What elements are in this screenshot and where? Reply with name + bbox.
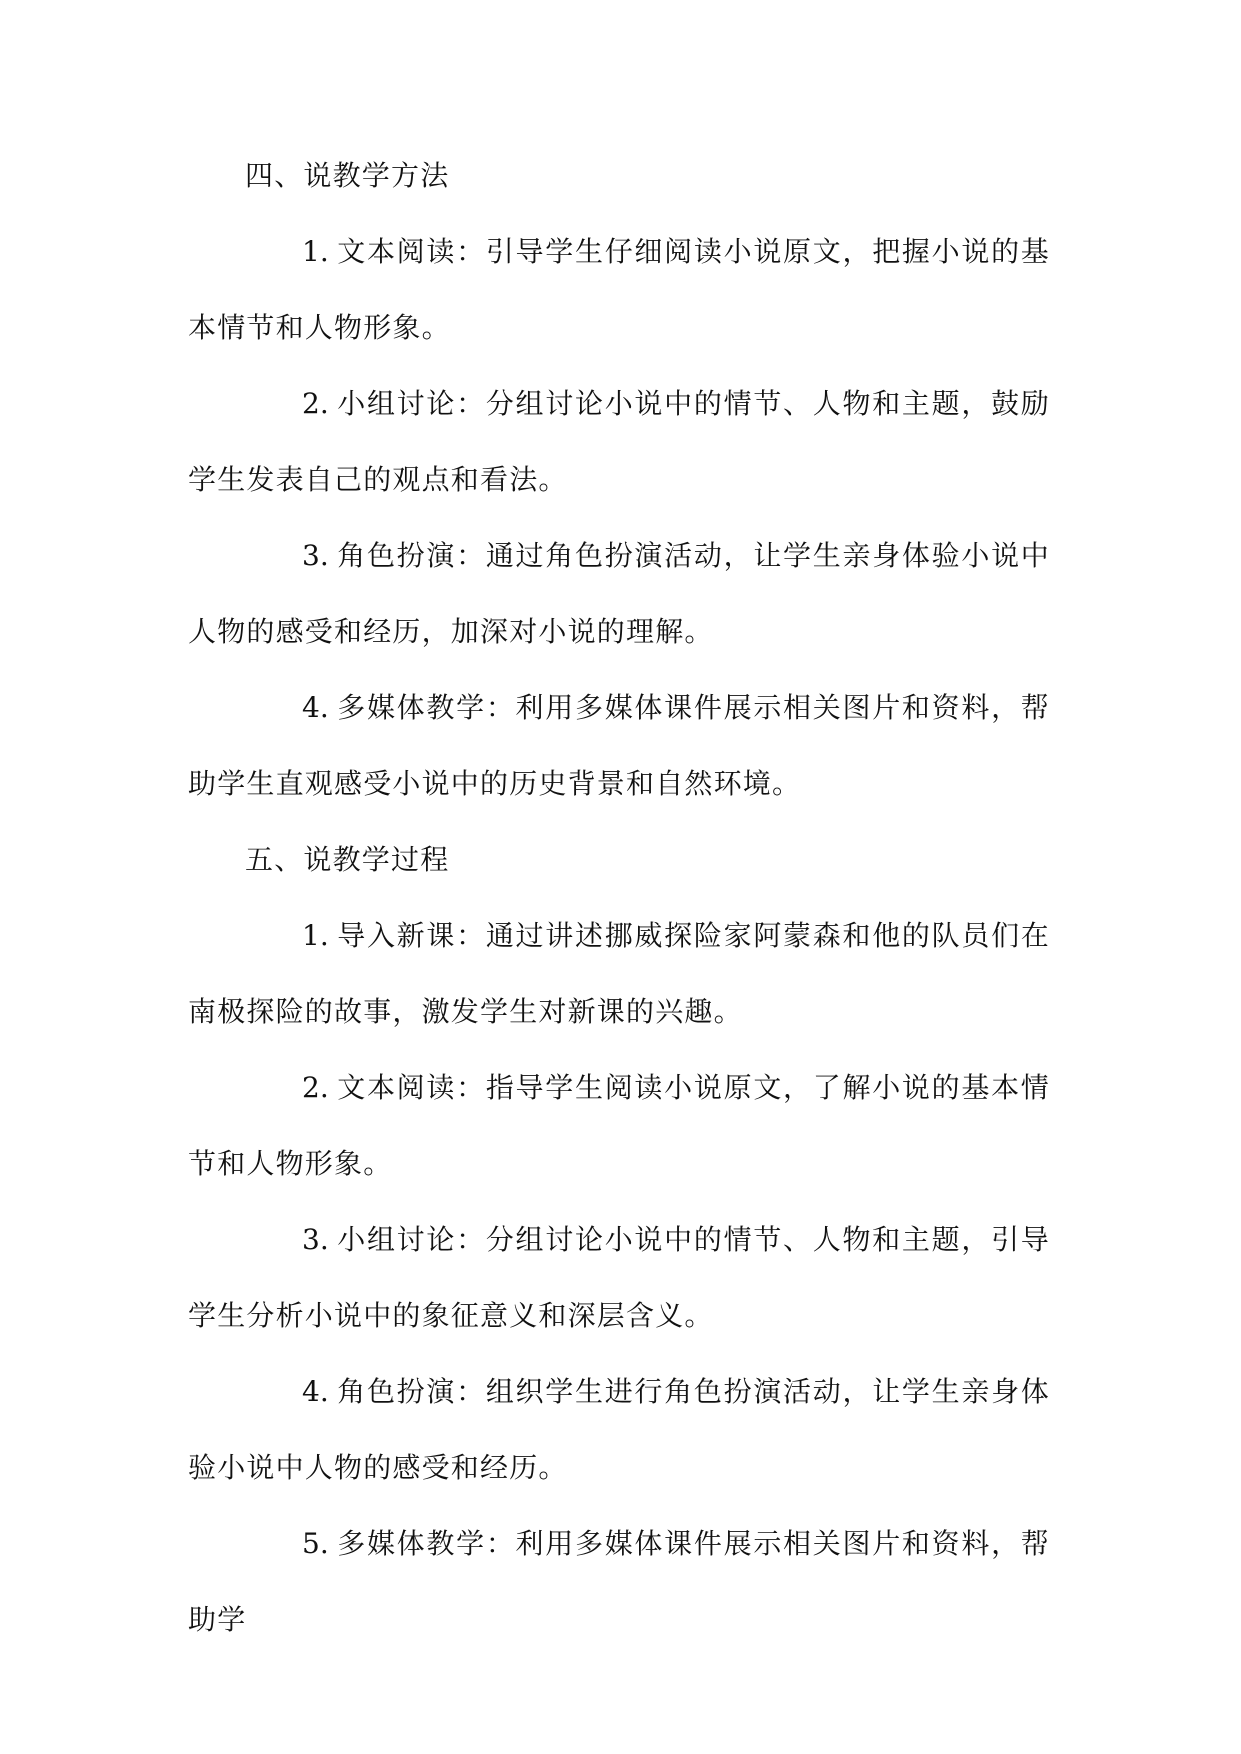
item-number: 1. — [302, 235, 329, 268]
item-number: 3. — [302, 539, 329, 572]
list-item — [188, 518, 1050, 670]
item-number: 4. — [302, 1375, 329, 1408]
item-number: 1. — [302, 919, 329, 952]
item-number: 5. — [302, 1527, 329, 1560]
item-text: 多媒体教学：利用多媒体课件展示相关图片和资料，帮助学生直观感受小说中的历史背景和自然环境。 — [188, 691, 1050, 800]
item-text: 多媒体教学：利用多媒体课件展示相关图片和资料，帮助学 — [188, 1527, 1050, 1636]
item-text: 文本阅读：指导学生阅读小说原文，了解小说的基本情节和人物形象。 — [188, 1071, 1050, 1180]
section-heading: 五、说教学过程 — [245, 843, 450, 876]
item-number: 2. — [302, 1071, 329, 1104]
item-text: 文本阅读：引导学生仔细阅读小说原文，把握小说的基本情节和人物形象。 — [188, 235, 1050, 344]
list-item — [188, 366, 1050, 518]
item-text: 导入新课：通过讲述挪威探险家阿蒙森和他的队员们在南极探险的故事，激发学生对新课的兴趣。 — [188, 919, 1050, 1028]
item-number: 2. — [302, 387, 329, 420]
list-item — [188, 898, 1050, 1050]
item-text: 角色扮演：组织学生进行角色扮演活动，让学生亲身体验小说中人物的感受和经历。 — [188, 1375, 1050, 1484]
list-item — [188, 1202, 1050, 1354]
list-item — [188, 1354, 1050, 1506]
item-number: 4. — [302, 691, 329, 724]
list-item — [188, 1506, 1050, 1658]
item-text: 角色扮演：通过角色扮演活动，让学生亲身体验小说中人物的感受和经历，加深对小说的理解。 — [188, 539, 1050, 648]
item-text: 小组讨论：分组讨论小说中的情节、人物和主题，引导学生分析小说中的象征意义和深层含义。 — [188, 1223, 1050, 1332]
item-number: 3. — [302, 1223, 329, 1256]
list-item — [188, 214, 1050, 366]
list-item — [188, 1050, 1050, 1202]
document-body — [188, 138, 1050, 1658]
list-item — [188, 670, 1050, 822]
item-text: 小组讨论：分组讨论小说中的情节、人物和主题，鼓励学生发表自己的观点和看法。 — [188, 387, 1050, 496]
section-heading: 四、说教学方法 — [245, 159, 450, 192]
